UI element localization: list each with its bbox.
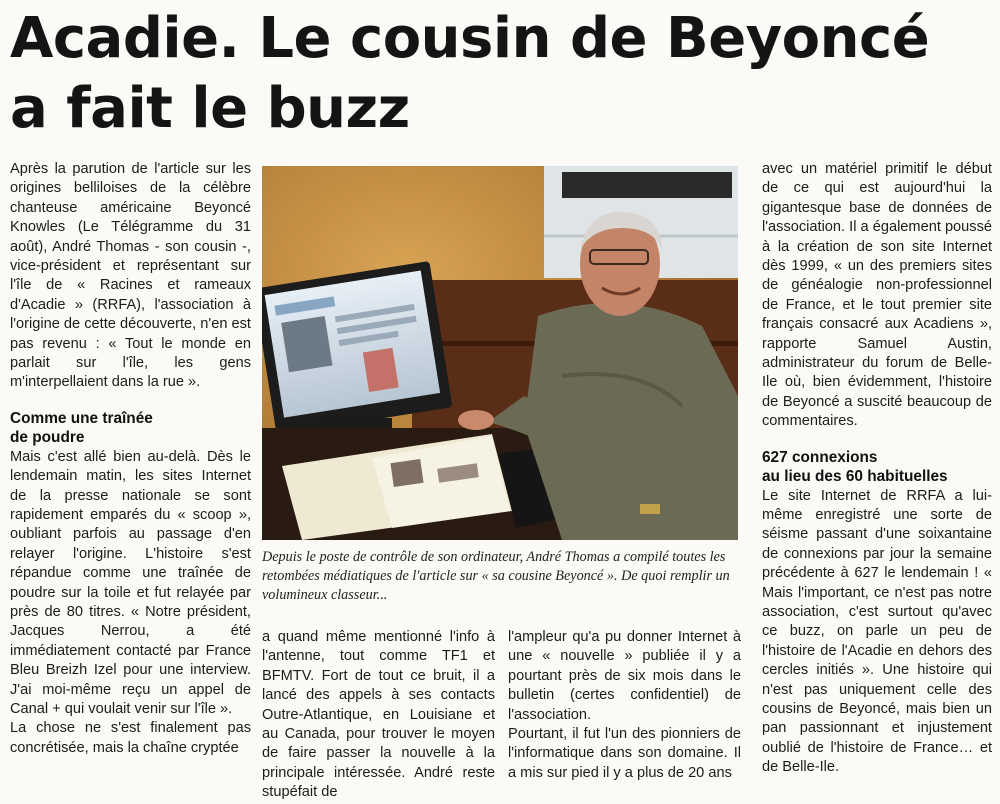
photo-caption: Depuis le poste de contrôle de son ordinateur, André Thomas a compilé toutes les retombées médiatiques de l'article sur « sa cousine Beyoncé ». De quoi remplir un volumineux classeur... [262, 549, 730, 603]
col1-subheading-line-1: Comme une traînée [10, 409, 153, 427]
col1-paragraph-1: Après la parution de l'article sur les origines belliloises de la célèbre chanteuse américaine Beyoncé Knowles (Le Télégramme du 31 août), André Thomas - son cousin -, vice-président et représentant sur l'île de « Racines et rameaux d'Acadie » (RRFA), l'association à l'origine de cette découverte, n'en est pas revenu : « Tout le monde en parlait sur l'île, les gens m'interpellaient dans la rue ». [10, 161, 251, 391]
col3-paragraph-2: Pourtant, il fut l'un des pionniers de l'informatique dans son domaine. Il a mis sur pied il y a plus de 20 ans [508, 726, 741, 781]
col1-paragraph-3: La chose ne s'est finalement pas concrétisée, mais la chaîne cryptée [10, 720, 251, 756]
person-hand [458, 410, 494, 430]
window-blind [562, 172, 732, 198]
article-photo [262, 166, 738, 540]
column-1 [10, 160, 251, 758]
headline [10, 4, 990, 144]
col1-paragraph-2: Mais c'est allé bien au-delà. Dès le lendemain matin, les sites Internet de la presse nationale se sont rapidement emparés du « scoop », oubliant parfois au passage d'en relayer l'origine. L'histoire s'est répandue comme une traînée de poudre sur la toile et fut relayée par près de 80 titres. « Notre président, Jacques Nerrou, a été immédiatement contacté par France Bleu Breizh Izel pour une interview. J'ai moi-même reçu un appel de Canal + qui voulait venir sur l'île ». [10, 448, 251, 717]
col4-subheading-line-2: au lieu des 60 habituelles [762, 468, 948, 486]
col1-subheading [10, 409, 251, 448]
col4-subheading-line-1: 627 connexions [762, 448, 878, 466]
wrist-watch [640, 504, 660, 514]
col3-paragraph-1: l'ampleur qu'a pu donner Internet à une « nouvelle » publiée il y a pourtant près de six mois dans le bulletin (certes confidentiel) de l'association. [508, 629, 741, 723]
col4-paragraph-1: avec un matériel primitif le début de ce qui est aujourd'hui la gigantesque base de données de l'association. Il a également poussé à la création de son site Internet dès 1999, « un des premiers sites de généalogie non-professionnel de France, et le tout premier site français consacré aux Acadiens », rapporte Samuel Austin, administrateur du forum de Belle-Ile où, bien évidemment, l'histoire de Beyoncé a suscité beaucoup de commentaires. [762, 161, 992, 430]
column-2 [262, 628, 495, 803]
column-3 [508, 628, 741, 783]
photo-illustration [262, 166, 738, 540]
column-4 [762, 160, 992, 778]
headline-line-1: Acadie. Le cousin de Beyoncé [10, 6, 930, 71]
col4-subheading [762, 448, 992, 487]
col4-paragraph-2: Le site Internet de RRFA a lui-même enregistré une sorte de séisme passant d'une soixantaine de connexions par jour la semaine précédente à 627 le lendemain ! « Mais l'important, ce n'est pas notre association, c'est surtout qu'avec ce buzz, on parle un peu de l'histoire de l'Acadie en dehors des cercles initiés ». Une histoire qui n'est pas uniquement celle des cousins de Beyoncé, mais bien un pan passionnant et injustement oublié de l'histoire de France… et de Belle-Ile. [762, 487, 992, 776]
col2-paragraph-1: a quand même mentionné l'info à l'antenne, tout comme TF1 et BFMTV. Fort de tout ce bruit, il a lancé des appels à ses contacts Outre-Atlantique, en Louisiane et au Canada, pour trouver le moyen de faire passer la nouvelle à la principale intéressée. André reste stupéfait de [262, 629, 495, 801]
col1-subheading-line-2: de poudre [10, 429, 85, 447]
headline-line-2: a fait le buzz [10, 76, 410, 141]
